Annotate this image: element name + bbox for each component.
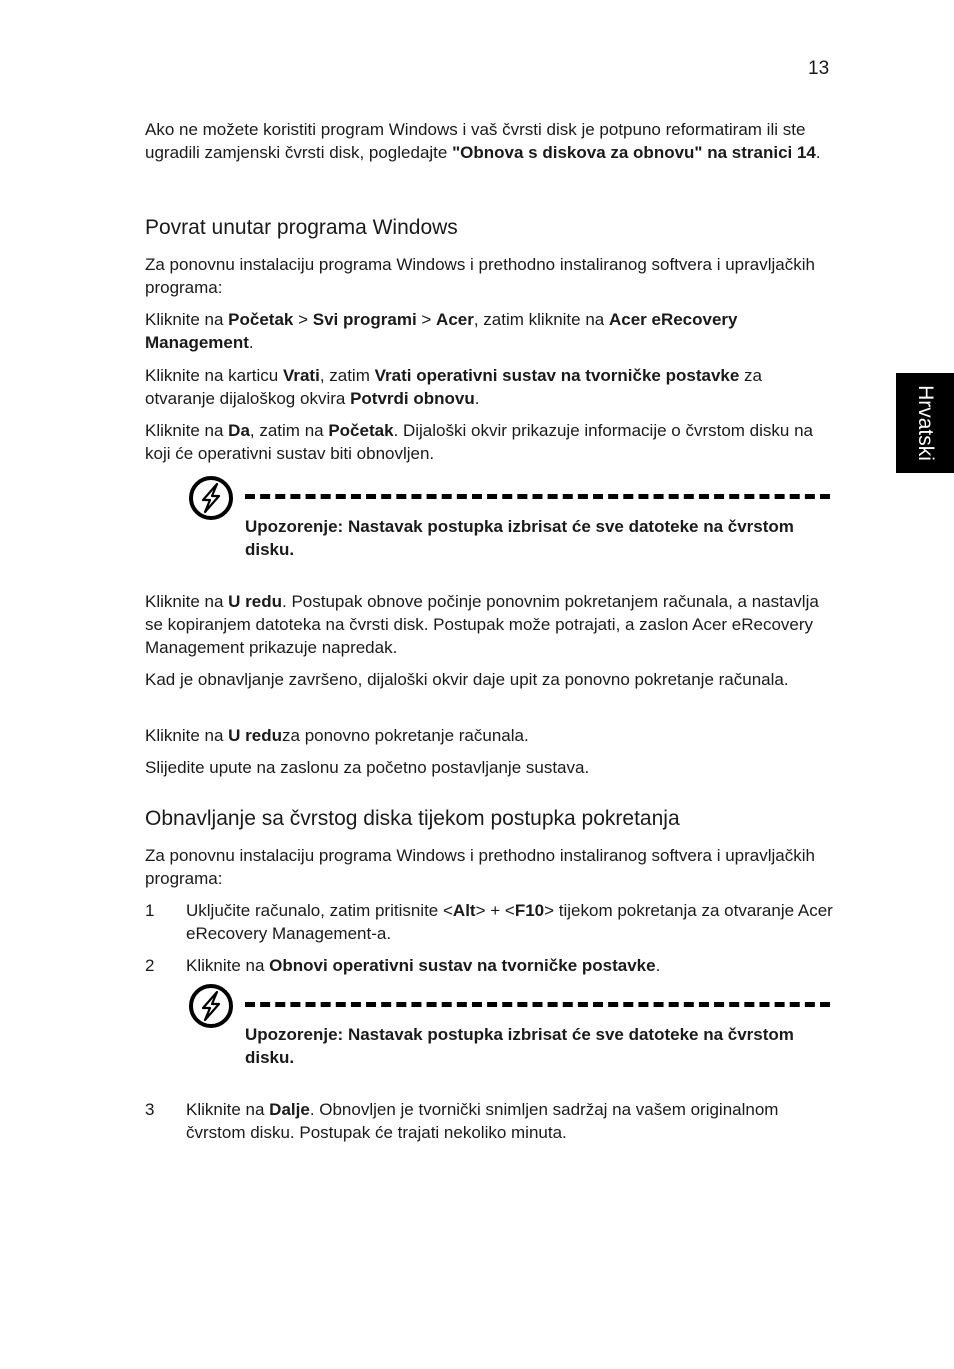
section1-restart-paragraph: Kliknite na U reduza ponovno pokretanje računala. xyxy=(145,726,529,745)
step-number: 1 xyxy=(145,901,155,920)
warning-lightning-icon xyxy=(188,983,234,1029)
warning-text: Upozorenje: Nastavak postupka izbrisat će sve datoteke na čvrstom disku. xyxy=(245,1025,794,1067)
language-side-tab xyxy=(896,373,954,473)
language-side-tab-label: Hrvatski xyxy=(914,385,937,461)
section-heading-windows-recovery: Povrat unutar programa Windows xyxy=(145,216,458,239)
warning-lightning-icon xyxy=(188,475,234,521)
intro-paragraph: Ako ne možete koristiti program Windows i vaš čvrsti disk je potpuno reformatiram ili ste ugradili zamjenski čvrsti disk, pogledajte "Obnova s diskova za obnovu" na stranici 14. xyxy=(145,120,821,162)
section1-setup-paragraph: Slijedite upute na zaslonu za početno postavljanje sustava. xyxy=(145,758,590,777)
warning-divider xyxy=(245,494,830,499)
step-3-text: Kliknite na Dalje. Obnovljen je tvornički snimljen sadržaj na vašem originalnom čvrstom disku. Postupak će trajati nekoliko minuta. xyxy=(186,1100,779,1142)
step-number: 3 xyxy=(145,1100,155,1119)
warning-text: Upozorenje: Nastavak postupka izbrisat će sve datoteke na čvrstom disku. xyxy=(245,517,794,559)
section1-restore-tab-paragraph: Kliknite na karticu Vrati, zatim Vrati operativni sustav na tvorničke postavke za otvaranje dijaloškog okvira Potvrdi obnovu. xyxy=(145,366,762,408)
section1-intro-paragraph: Za ponovnu instalaciju programa Windows i prethodno instaliranog softvera i upravljačkih programa: xyxy=(145,255,815,297)
section1-ok-paragraph: Kliknite na U redu. Postupak obnove počinje ponovnim pokretanjem računala, a nastavlja se kopiranjem datoteka na čvrsti disk. Postupak može potrajati, a zaslon Acer eRecovery Management prikazuje napredak. xyxy=(145,592,819,657)
section1-finished-paragraph: Kad je obnavljanje završeno, dijaloški okvir daje upit za ponovno pokretanje računala. xyxy=(145,670,789,689)
step-2-text: Kliknite na Obnovi operativni sustav na tvorničke postavke. xyxy=(186,956,661,975)
section2-intro-paragraph: Za ponovnu instalaciju programa Windows i prethodno instaliranog softvera i upravljačkih programa: xyxy=(145,846,815,888)
warning-divider xyxy=(245,1002,830,1007)
step-1-text: Uključite računalo, zatim pritisnite <Alt> + <F10> tijekom pokretanja za otvaranje Acer eRecovery Management-a. xyxy=(186,901,833,943)
section1-start-paragraph: Kliknite na Početak > Svi programi > Acer, zatim kliknite na Acer eRecovery Management. xyxy=(145,310,738,352)
section-heading-boot-recovery: Obnavljanje sa čvrstog diska tijekom postupka pokretanja xyxy=(145,807,680,830)
page-number: 13 xyxy=(808,58,830,79)
section1-confirm-paragraph: Kliknite na Da, zatim na Početak. Dijaloški okvir prikazuje informacije o čvrstom disku na koji će operativni sustav biti obnovljen. xyxy=(145,421,814,463)
step-number: 2 xyxy=(145,956,155,975)
